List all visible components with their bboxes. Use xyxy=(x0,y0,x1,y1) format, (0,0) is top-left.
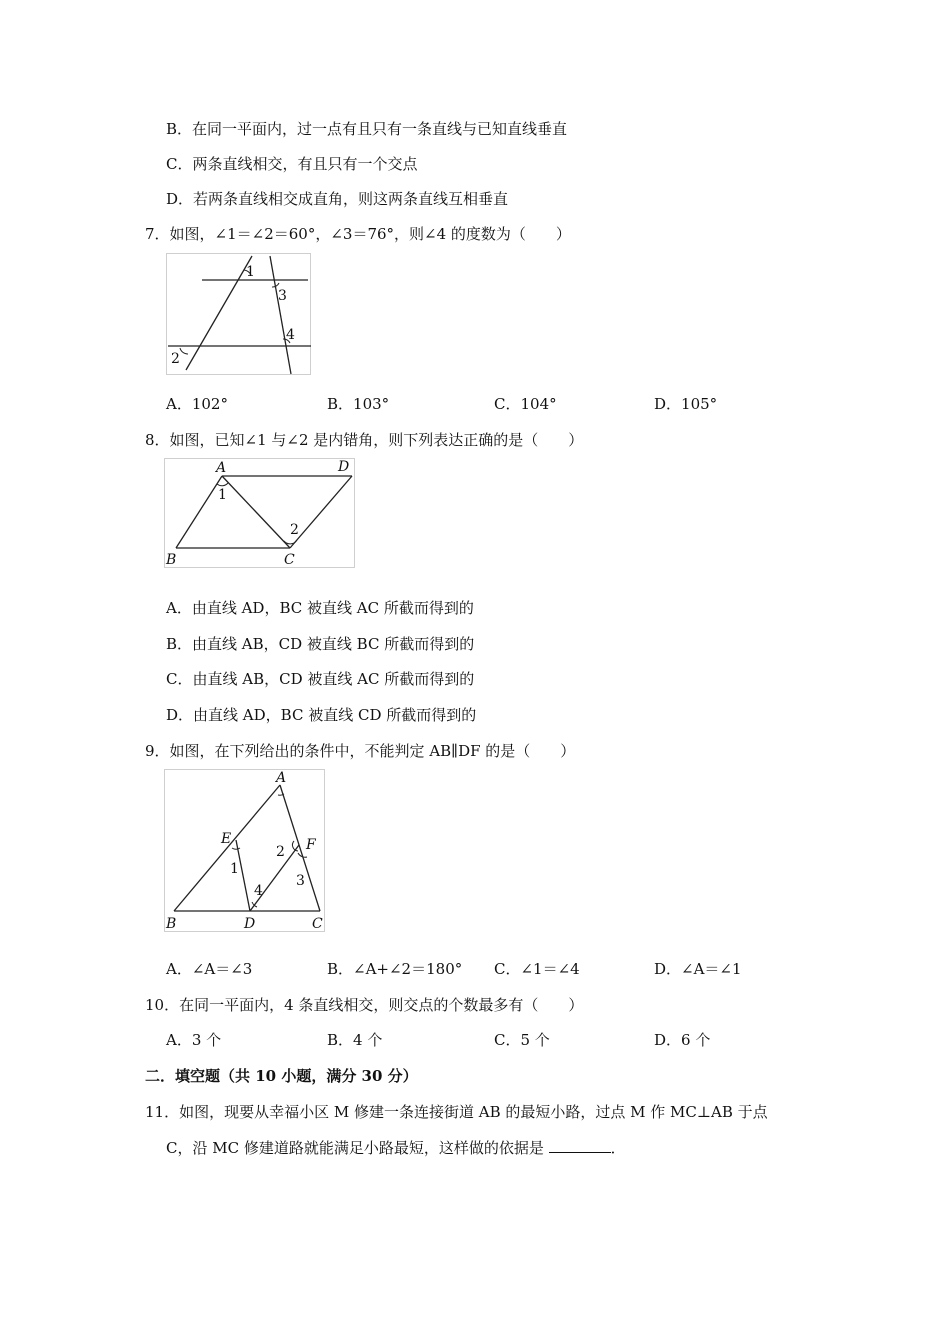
q9-label-angle3: 3 xyxy=(296,873,305,889)
q9-label-D: D xyxy=(244,916,256,932)
q9-label-C: C xyxy=(312,916,323,932)
q9-option-b: B．∠A+∠2＝180° xyxy=(327,960,463,978)
q8-figure-border xyxy=(165,459,355,568)
q7-option-c: C．104° xyxy=(494,395,557,413)
q8-label-angle1: 1 xyxy=(218,487,227,503)
q8-option-a: A．由直线 AD，BC 被直线 AC 所截而得到的 xyxy=(166,599,474,617)
q9-option-c: C．∠1＝∠4 xyxy=(494,960,580,978)
q8-label-C: C xyxy=(284,552,295,568)
q7-right-transversal xyxy=(270,256,291,374)
q7-figure xyxy=(166,253,312,378)
section2-title: 二．填空题（共 10 小题，满分 30 分） xyxy=(145,1067,418,1085)
q9-label-F: F xyxy=(306,837,316,853)
q7-label-angle2: 2 xyxy=(171,351,180,367)
q7-left-transversal xyxy=(186,256,252,370)
q11-line2 xyxy=(166,1138,626,1158)
q8-figure xyxy=(164,458,358,570)
q9-label-B: B xyxy=(166,916,177,932)
q8-stem: 8．如图，已知∠1 与∠2 是内错角，则下列表达正确的是（ ） xyxy=(145,431,584,449)
q6-option-b: B．在同一平面内，过一点有且只有一条直线与已知直线垂直 xyxy=(166,120,568,138)
q7-option-d: D．105° xyxy=(654,395,718,413)
q9-figure xyxy=(164,769,328,935)
q8-option-b: B．由直线 AB，CD 被直线 BC 所截而得到的 xyxy=(166,635,475,653)
q7-figure-border xyxy=(167,254,311,375)
q8-label-angle2: 2 xyxy=(290,522,299,538)
q7-stem: 7．如图，∠1＝∠2＝60°，∠3＝76°，则∠4 的度数为（ ） xyxy=(145,225,571,243)
q9-stem: 9．如图，在下列给出的条件中，不能判定 AB∥DF 的是（ ） xyxy=(145,742,576,760)
q8-line-AB xyxy=(176,476,222,548)
q9-line-DF xyxy=(250,845,299,911)
q9-label-angle2: 2 xyxy=(276,844,285,860)
q8-option-d: D．由直线 AD，BC 被直线 CD 所截而得到的 xyxy=(166,706,477,724)
q7-label-angle4: 4 xyxy=(286,327,295,343)
q10-option-c: C．5 个 xyxy=(494,1031,550,1049)
q9-label-angle1: 1 xyxy=(230,861,239,877)
q11-line2-text: C，沿 MC 修建道路就能满足小路最短，这样做的依据是 xyxy=(166,1139,544,1157)
q9-angle1-arc xyxy=(232,848,240,849)
q11-answer-blank[interactable] xyxy=(549,1138,611,1153)
q8-label-D: D xyxy=(338,459,350,475)
q10-option-a: A．3 个 xyxy=(166,1031,222,1049)
q7-label-angle3: 3 xyxy=(278,288,287,304)
q7-angle2-arc xyxy=(180,348,188,354)
q7-label-angle1: 1 xyxy=(246,264,255,280)
q8-angle1-arc xyxy=(217,483,228,486)
q8-line-CD xyxy=(290,476,352,548)
q7-figure-svg xyxy=(166,253,312,378)
q9-option-a: A．∠A＝∠3 xyxy=(166,960,253,978)
q8-figure-svg xyxy=(164,458,358,570)
q9-label-A: A xyxy=(276,770,287,786)
q11-line2-end: ． xyxy=(610,1139,626,1157)
q8-angle2-arc xyxy=(284,540,297,544)
q9-option-d: D．∠A＝∠1 xyxy=(654,960,742,978)
q6-option-d: D．若两条直线相交成直角，则这两条直线互相垂直 xyxy=(166,190,509,208)
q8-option-c: C．由直线 AB，CD 被直线 AC 所截而得到的 xyxy=(166,670,475,688)
q9-figure-svg xyxy=(164,769,328,935)
q11-line1: 11．如图，现要从幸福小区 M 修建一条连接街道 AB 的最短小路，过点 M 作 MC⊥AB 于点 xyxy=(145,1103,768,1121)
q8-line-AC xyxy=(222,476,290,548)
q7-option-a: A．102° xyxy=(166,395,228,413)
q10-stem: 10．在同一平面内，4 条直线相交，则交点的个数最多有（ ） xyxy=(145,996,584,1014)
q10-option-b: B．4 个 xyxy=(327,1031,383,1049)
q8-label-A: A xyxy=(216,460,227,476)
q8-label-B: B xyxy=(166,552,177,568)
q9-angleA-arc xyxy=(278,794,284,795)
q6-option-c: C．两条直线相交，有且只有一个交点 xyxy=(166,155,418,173)
q9-label-E: E xyxy=(221,831,232,847)
q9-label-angle4: 4 xyxy=(254,883,263,899)
q10-option-d: D．6 个 xyxy=(654,1031,711,1049)
q7-option-b: B．103° xyxy=(327,395,390,413)
